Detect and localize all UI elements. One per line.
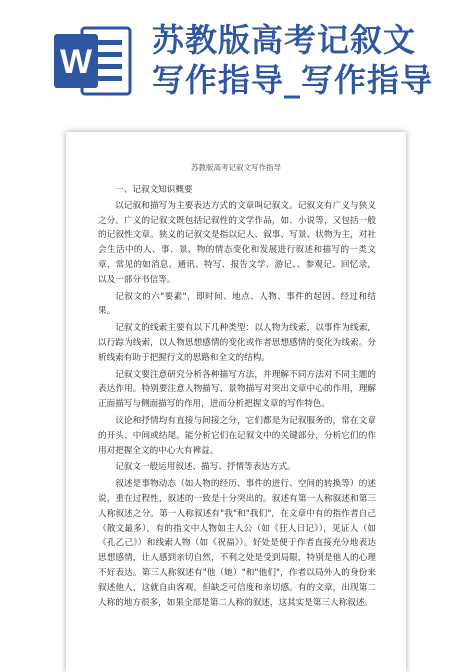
paragraph-expression: 记叙文一般运用叙述、描写、抒情等表达方式。 [115,462,296,473]
word-document-icon [52,22,134,100]
document-body [66,183,406,610]
paragraph-definition: 以记叙和描写为主要表达方式的文章叫记叙文。记叙文有广义与狭义之分。广义的记叙文既包括记叙性的文学作品，如、小说等，又包括一般的记叙性文章。狭义的记叙文是指以记人、叙事、写景、状物为主，对社会生活中的人、事、景、物的情态变化和发展进行叙述和描写的一类文章，常见的如消息、通讯、特写、报告文学、游记、、参观记、回忆录，以及一部分书信等。 [98,200,376,285]
banner-title-line-2: 写作指导_写作指导 [152,61,434,99]
paragraph-argument-lyric: 议论和抒情均有直接与间接之分，它们都是为记叙服务的，常在文章的开头、中间或结尾。能分析它们在记叙文中的关键部分，分析它们的作用对把握全文的中心大有裨益。 [98,415,376,456]
word-icon-letter: W [59,43,93,81]
section-heading: 一、记叙文知识概要 [115,185,193,195]
paragraph-narration: 叙述是事物动态（如人物的经历、事件的进行、空间的转换等）的述说，重在过程性，叙述的一致是十分突出的。叙述有第一人称叙述和第三人称叙述之分。第一人称叙述有"我"和"我们"，在文章中有的指作者自己（散文最多），有的指文中人物如主人公（如《狂人日记》），见证人（如《孔乙己》）和线索人物（如《祝福》）。好处是便于作者直接充分地表达思想感情，让人感到亲切自然，不利之处是受到局限，特别是他人的心理不好表达。第三人称叙述有"他（她）"和"他们"，作者以局外人的身份来叙述他人，这就自由客观，但缺乏可信度和亲切感。有的文章，出现第二人称的地方很多，如果全部是第二人称的叙述，这其实是第三人称叙述。 [98,479,376,608]
paragraph-clues: 记叙文的线索主要有以下几种类型：以人物为线索，以事件为线索，以行踪为线索，以人物思想感情的变化或作者思想感情的变化为线索。分析线索有助于把握行文的思路和全文的结构。 [98,323,376,363]
paragraph-six-elements: 记叙文的六"要素"，即时间、地点、人物、事件的起因、经过和结果。 [98,291,376,317]
paragraph-description-methods: 记叙文要注意研究分析各种描写方法，并理解不同方法对不同主题的表达作用。特别要注意人物描写、景物描写对突出文章中心的作用，理解正面描写与侧面描写的作用，进而分析把握文章的写作特色。 [98,369,376,410]
banner-title-line-1: 苏教版高考记叙文 [152,21,417,59]
banner [0,0,474,118]
banner-title [152,20,470,100]
document-header: 苏教版高考记叙文写作指导 [191,163,281,172]
document-page [66,132,406,672]
